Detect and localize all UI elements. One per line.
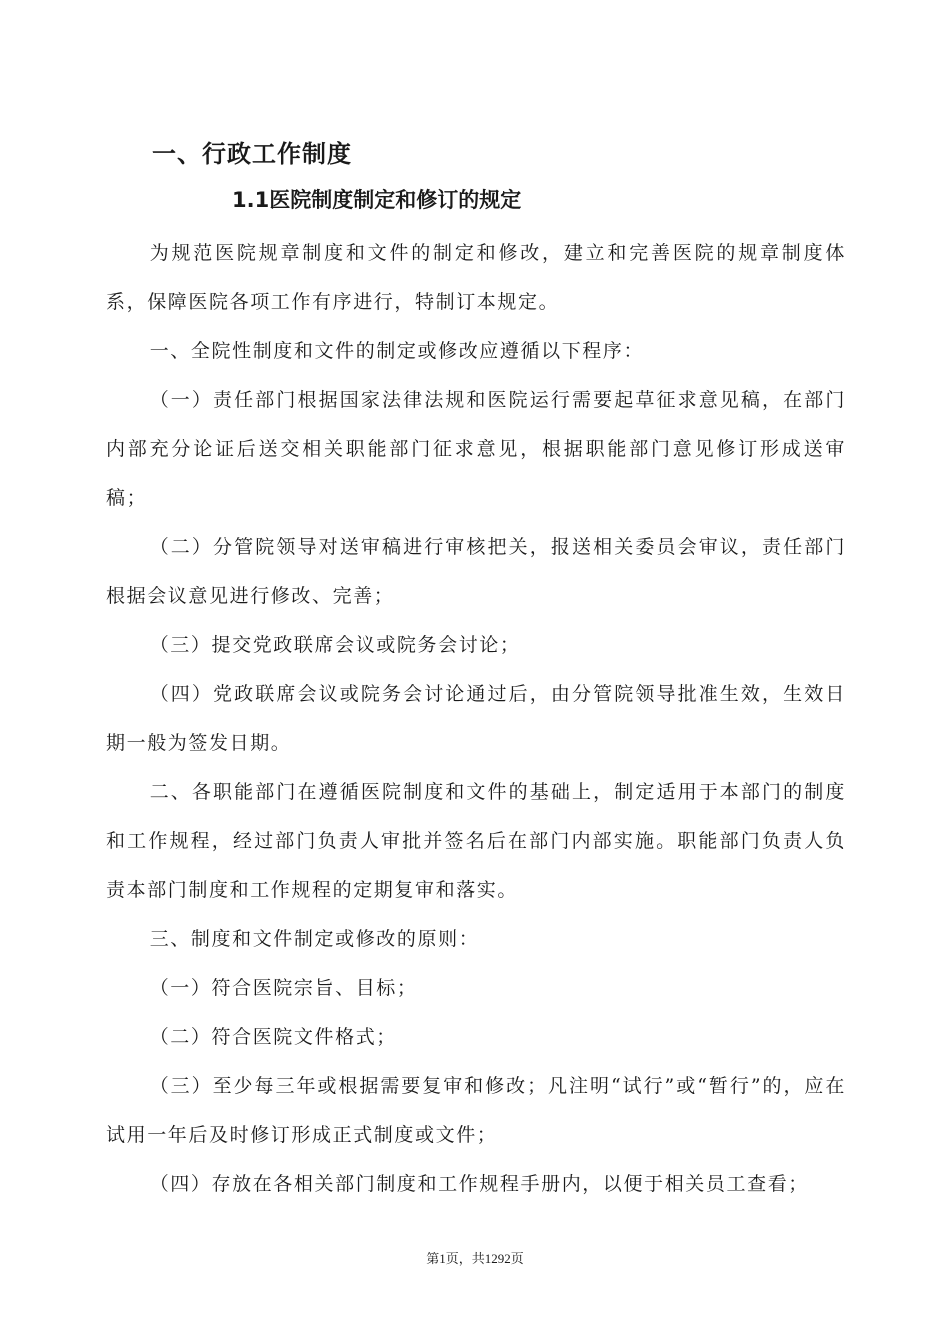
paragraph-principle-3: （三）至少每三年或根据需要复审和修改；凡注明“试行”或“暂行”的，应在试用一年后及时修订形成正式制度或文件； <box>106 1075 846 1146</box>
paragraph-procedure-step-2: （二）分管院领导对送审稿进行审核把关，报送相关委员会审议，责任部门根据会议意见进行修改、完善； <box>106 536 846 607</box>
subsection-heading: 1.1医院制度制定和修订的规定 <box>232 188 522 212</box>
paragraph-principle-4: （四）存放在各相关部门制度和工作规程手册内，以便于相关员工查看； <box>149 1173 809 1195</box>
section-heading: 一、行政工作制度 <box>152 140 352 168</box>
paragraph-intro: 为规范医院规章制度和文件的制定和修改，建立和完善医院的规章制度体系，保障医院各项工作有序进行，特制订本规定。 <box>106 242 846 313</box>
paragraph-procedure-heading: 一、全院性制度和文件的制定或修改应遵循以下程序： <box>149 340 645 362</box>
paragraph-procedure-step-1: （一）责任部门根据国家法律法规和医院运行需要起草征求意见稿，在部门内部充分论证后送交相关职能部门征求意见，根据职能部门意见修订形成送审稿； <box>106 389 846 509</box>
paragraph-principle-2: （二）符合医院文件格式； <box>149 1026 397 1048</box>
paragraph-principles-heading: 三、制度和文件制定或修改的原则： <box>149 928 480 950</box>
paragraph-procedure-step-3: （三）提交党政联席会议或院务会讨论； <box>149 634 521 656</box>
page-footer: 第1页，共1292页 <box>426 1251 524 1266</box>
paragraph-principle-1: （一）符合医院宗旨、目标； <box>149 977 418 999</box>
paragraph-department-rules: 二、各职能部门在遵循医院制度和文件的基础上，制定适用于本部门的制度和工作规程，经过部门负责人审批并签名后在部门内部实施。职能部门负责人负责本部门制度和工作规程的定期复审和落实。 <box>106 781 846 901</box>
document-body <box>106 229 846 1209</box>
paragraph-procedure-step-4: （四）党政联席会议或院务会讨论通过后，由分管院领导批准生效，生效日期一般为签发日期。 <box>106 683 846 754</box>
